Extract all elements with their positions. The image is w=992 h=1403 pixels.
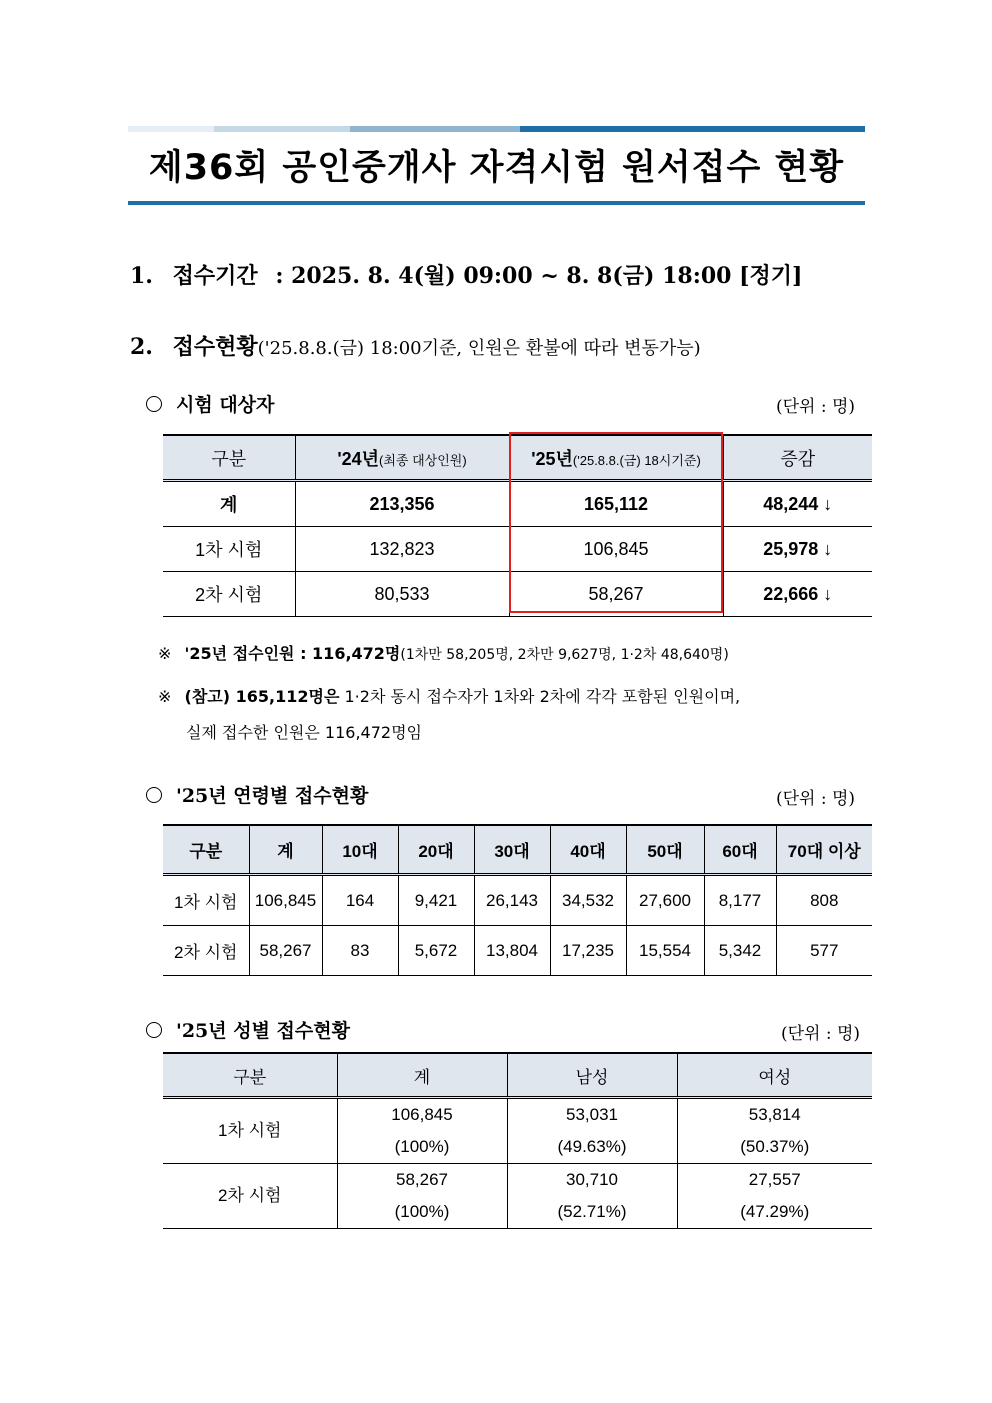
change-value: 22,666 bbox=[763, 583, 819, 604]
table-cell bbox=[677, 1098, 872, 1164]
percent-value: (49.63%) bbox=[557, 1137, 627, 1156]
cell-2025: 106,845 bbox=[509, 527, 723, 572]
table-row bbox=[163, 875, 872, 926]
header-cell: 구분 bbox=[163, 825, 249, 875]
title-bar-segment bbox=[520, 126, 865, 132]
table-cell: 34,532 bbox=[550, 875, 626, 926]
header-2025-sub: ('25.8.8.(금) 18시기준) bbox=[572, 452, 701, 468]
circle-bullet-icon bbox=[146, 787, 162, 803]
table-cell bbox=[337, 1164, 507, 1229]
header-cell: 70대 이상 bbox=[776, 825, 872, 875]
note-bold: '25년 접수인원 : 116,472명 bbox=[184, 644, 401, 663]
down-arrow-icon: ↓ bbox=[823, 493, 833, 514]
cell-2024: 213,356 bbox=[295, 481, 509, 527]
row-label: 2차 시험 bbox=[163, 1164, 337, 1229]
note-reference-line2: 실제 접수한 인원은 116,472명임 bbox=[186, 723, 422, 742]
table2-unit: (단위 : 명) bbox=[776, 789, 856, 809]
percent-value: (100%) bbox=[394, 1202, 450, 1221]
section-label: 접수현황 bbox=[172, 334, 258, 360]
table-cell: 13,804 bbox=[474, 926, 550, 976]
cell-2025: 58,267 bbox=[509, 572, 723, 617]
row-label: 1차 시험 bbox=[163, 527, 295, 572]
table-cell: 9,421 bbox=[398, 875, 474, 926]
section-number: 1. bbox=[130, 263, 153, 289]
section-note: ('25.8.8.(금) 18:00기준, 인원은 환불에 따라 변동가능) bbox=[257, 338, 701, 359]
note-mark: ※ bbox=[158, 687, 172, 706]
note-detail: (1차만 58,205명, 2차만 9,627명, 1·2차 48,640명) bbox=[400, 647, 729, 663]
row-label: 계 bbox=[163, 481, 295, 527]
percent-value: (100%) bbox=[394, 1137, 450, 1156]
table-header-row bbox=[163, 825, 872, 875]
percent-value: (47.29%) bbox=[740, 1202, 810, 1221]
table-cell: 106,845 bbox=[249, 875, 322, 926]
row-label: 2차 시험 bbox=[163, 926, 249, 976]
title-bar-segment bbox=[128, 126, 214, 132]
header-cell: 50대 bbox=[626, 825, 704, 875]
row-label: 1차 시험 bbox=[163, 875, 249, 926]
table-cell: 83 bbox=[322, 926, 398, 976]
cell-2024: 80,533 bbox=[295, 572, 509, 617]
count-value: 30,710 bbox=[566, 1170, 618, 1189]
circle-bullet-icon bbox=[146, 396, 162, 412]
header-cell: 계 bbox=[337, 1053, 507, 1098]
percent-value: (52.71%) bbox=[557, 1202, 627, 1221]
count-value: 53,814 bbox=[748, 1105, 801, 1124]
table-row bbox=[163, 1164, 872, 1229]
note-receipt-count bbox=[158, 641, 729, 664]
table-cell: 15,554 bbox=[626, 926, 704, 976]
header-cell: 60대 bbox=[704, 825, 776, 875]
down-arrow-icon: ↓ bbox=[823, 583, 833, 604]
section-label: 접수기간 bbox=[172, 263, 258, 289]
title-bar-segment bbox=[214, 126, 350, 132]
table1-heading bbox=[146, 390, 274, 417]
title-bottom-bar bbox=[128, 201, 865, 205]
title-top-bar bbox=[128, 126, 865, 132]
cell-2024: 132,823 bbox=[295, 527, 509, 572]
header-2024-main: '24년 bbox=[337, 448, 380, 469]
section-number: 2. bbox=[130, 334, 153, 360]
header-cell: 계 bbox=[249, 825, 322, 875]
change-value: 48,244 bbox=[763, 493, 819, 514]
table2-heading-text: '25년 연령별 접수현황 bbox=[176, 785, 369, 807]
header-cell: 30대 bbox=[474, 825, 550, 875]
count-value: 27,557 bbox=[748, 1170, 801, 1189]
header-category: 구분 bbox=[163, 435, 295, 481]
table-cell: 808 bbox=[776, 875, 872, 926]
table-cell bbox=[337, 1098, 507, 1164]
receipt-period-text: : 2025. 8. 4(월) 09:00 ~ 8. 8(금) 18:00 [정기] bbox=[275, 263, 803, 289]
note-bold: (참고) 165,112명은 bbox=[184, 687, 340, 706]
table-cell bbox=[507, 1164, 677, 1229]
table-cell: 8,177 bbox=[704, 875, 776, 926]
cell-change bbox=[723, 481, 872, 527]
header-cell: 20대 bbox=[398, 825, 474, 875]
page-title: 제36회 공인중개사 자격시험 원서접수 현황 bbox=[148, 148, 845, 188]
header-2024-sub: (최종 대상인원) bbox=[379, 452, 467, 468]
note-detail: 1·2차 동시 접수자가 1차와 2차에 각각 포함된 인원이며, bbox=[339, 687, 741, 706]
table3-heading-text: '25년 성별 접수현황 bbox=[176, 1020, 350, 1042]
note-mark: ※ bbox=[158, 644, 172, 663]
table3-heading bbox=[146, 1016, 350, 1043]
count-value: 58,267 bbox=[396, 1170, 448, 1189]
table3-unit: (단위 : 명) bbox=[781, 1024, 861, 1044]
table-header-row bbox=[163, 1053, 872, 1098]
header-change: 증감 bbox=[723, 435, 872, 481]
table-cell bbox=[677, 1164, 872, 1229]
table-row bbox=[163, 926, 872, 976]
count-value: 53,031 bbox=[566, 1105, 618, 1124]
highlight-box bbox=[509, 432, 723, 613]
change-value: 25,978 bbox=[763, 538, 819, 559]
table1-heading-text: 시험 대상자 bbox=[176, 394, 275, 416]
circle-bullet-icon bbox=[146, 1022, 162, 1038]
section-receipt-period bbox=[130, 259, 802, 290]
table-cell: 5,342 bbox=[704, 926, 776, 976]
table-cell: 27,600 bbox=[626, 875, 704, 926]
count-value: 106,845 bbox=[391, 1105, 453, 1124]
header-cell: 10대 bbox=[322, 825, 398, 875]
table-cell: 577 bbox=[776, 926, 872, 976]
table-cell: 5,672 bbox=[398, 926, 474, 976]
header-cell: 남성 bbox=[507, 1053, 677, 1098]
header-cell: 구분 bbox=[163, 1053, 337, 1098]
row-label: 2차 시험 bbox=[163, 572, 295, 617]
table-cell: 164 bbox=[322, 875, 398, 926]
title-bar-segment bbox=[350, 126, 520, 132]
table1-unit: (단위 : 명) bbox=[776, 397, 856, 417]
header-cell: 여성 bbox=[677, 1053, 872, 1098]
header-2025-main: '25년 bbox=[531, 448, 573, 469]
table2-heading bbox=[146, 781, 368, 808]
table-cell: 58,267 bbox=[249, 926, 322, 976]
table-cell: 17,235 bbox=[550, 926, 626, 976]
table-row bbox=[163, 1098, 872, 1164]
row-label: 1차 시험 bbox=[163, 1098, 337, 1164]
age-table bbox=[163, 824, 872, 976]
cell-change bbox=[723, 572, 872, 617]
cell-change bbox=[723, 527, 872, 572]
down-arrow-icon: ↓ bbox=[823, 538, 833, 559]
header-2024 bbox=[295, 435, 509, 481]
cell-2025: 165,112 bbox=[509, 481, 723, 527]
header-cell: 40대 bbox=[550, 825, 626, 875]
table-cell bbox=[507, 1098, 677, 1164]
table-cell: 26,143 bbox=[474, 875, 550, 926]
note-reference bbox=[158, 684, 740, 707]
section-receipt-status bbox=[130, 330, 701, 361]
gender-table bbox=[163, 1052, 872, 1229]
percent-value: (50.37%) bbox=[740, 1137, 810, 1156]
